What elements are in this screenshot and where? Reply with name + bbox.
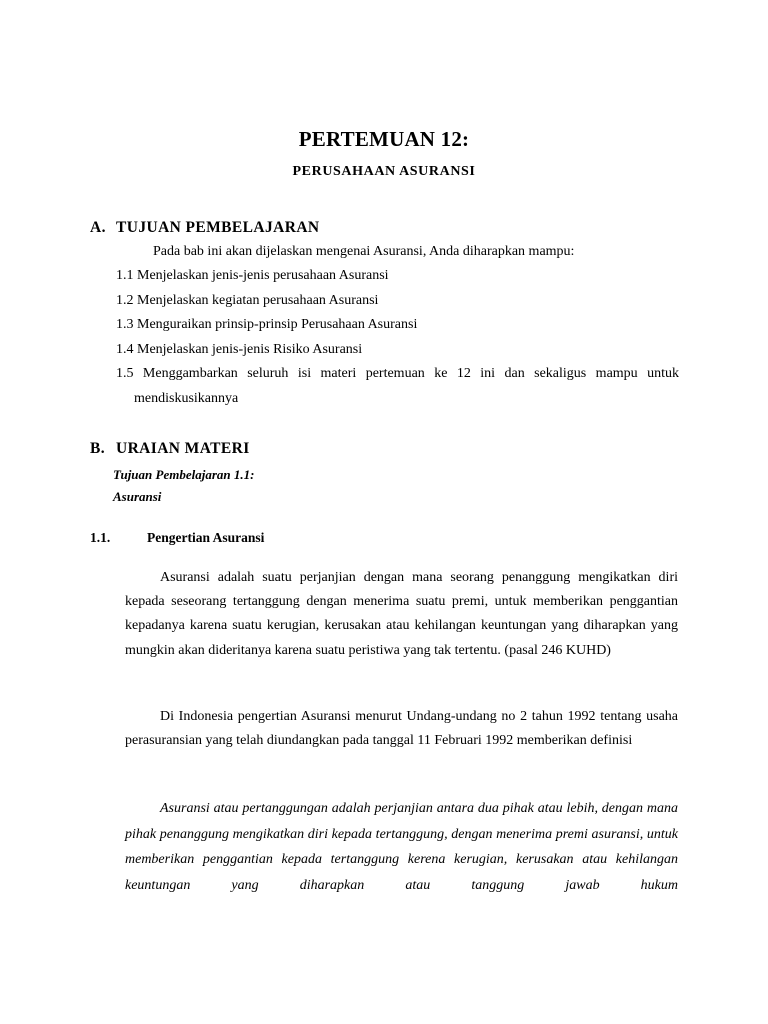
section-a-intro: Pada bab ini akan dijelaskan mengenai Asuransi, Anda diharapkan mampu: [153, 244, 575, 259]
objective-item: 1.4 Menjelaskan jenis-jenis Risiko Asuransi [116, 342, 363, 357]
objective-item: 1.1 Menjelaskan jenis-jenis perusahaan Asuransi [116, 268, 389, 283]
learning-goal-label: Tujuan Pembelajaran 1.1: [113, 467, 255, 482]
paragraph-text: Di Indonesia pengertian Asuransi menurut Undang-undang no 2 tahun 1992 tentang usaha perasuransian yang telah diundangkan pada tanggal 11 Februari 1992 memberikan definisi [125, 709, 678, 749]
paragraph-definition-kuhd [125, 566, 678, 663]
topic-label: Asuransi [113, 489, 162, 504]
objective-item: 1.2 Menjelaskan kegiatan perusahaan Asuransi [116, 293, 379, 308]
paragraph-text: Asuransi atau pertanggungan adalah perjanjian antara dua pihak atau lebih, dengan mana pihak penanggung mengikatkan diri kepada tertanggung, dengan menerima premi asuransi, untuk memberikan penggantian kepada tertanggung kerena kerugian, kerusakan atau kehilangan keuntungan yang diharapkan atau tanggung jawab hukum [125, 801, 678, 893]
page-subtitle: PERUSAHAAN ASURANSI [292, 164, 476, 179]
section-b-letter: B. [90, 440, 106, 457]
page-title: PERTEMUAN 12: [298, 127, 470, 151]
section-b-heading [90, 440, 250, 458]
section-a-letter: A. [90, 219, 106, 236]
paragraph-definition-uu [125, 705, 678, 753]
subsection-number: 1.1. [90, 530, 111, 545]
paragraph-definition-quote [125, 796, 678, 898]
section-b-title: URAIAN MATERI [116, 440, 250, 457]
section-a-title: TUJUAN PEMBELAJARAN [116, 219, 320, 236]
objective-item-continuation: mendiskusikannya [134, 391, 239, 406]
objective-item: 1.5 Menggambarkan seluruh isi materi pertemuan ke 12 ini dan sekaligus mampu untuk [116, 366, 679, 381]
objective-item: 1.3 Menguraikan prinsip-prinsip Perusahaan Asuransi [116, 317, 418, 332]
section-a-heading [90, 219, 320, 237]
paragraph-text: Asuransi adalah suatu perjanjian dengan mana seorang penanggung mengikatkan diri kepada seseorang tertanggung dengan menerima suatu premi, untuk memberikan penggantian kepadanya karena suatu kerugian, kerusakan atau kehilangan keuntungan yang diharapkan yang mungkin akan dideritanya karena suatu peristiwa yang tak tertentu. (pasal 246 KUHD) [125, 570, 678, 658]
subsection-title: Pengertian Asuransi [147, 530, 265, 545]
